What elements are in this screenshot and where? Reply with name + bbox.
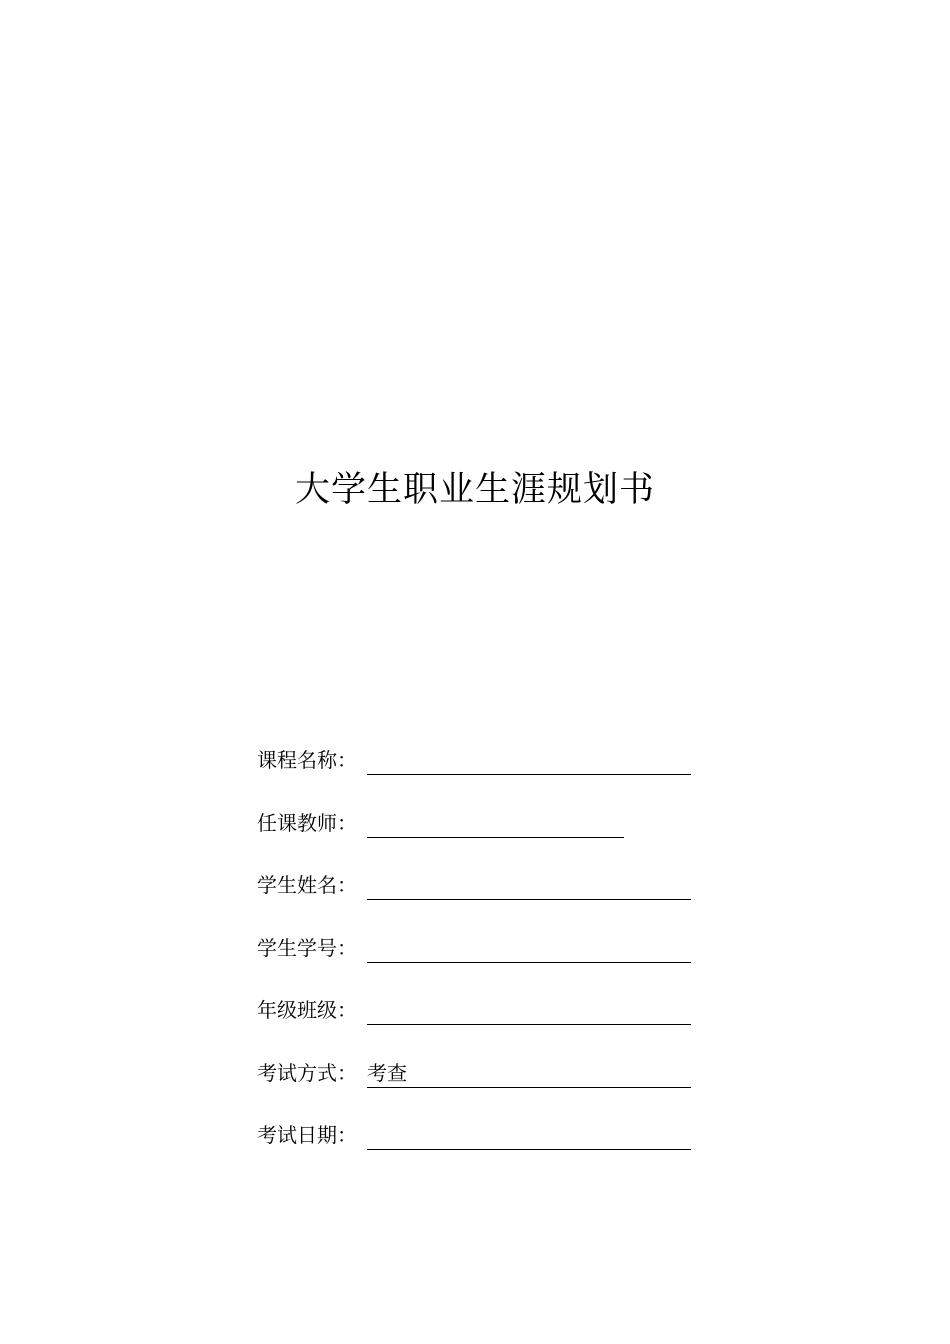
page-title: 大学生职业生涯规划书 [294,470,655,510]
grade-class-field[interactable] [367,995,691,1025]
student-id-row [257,926,707,989]
student-name-field[interactable] [367,870,691,900]
course-name-label: 课程名称： [257,748,357,772]
student-id-field[interactable] [367,933,691,963]
student-name-label: 学生姓名： [257,873,357,897]
grade-class-label: 年级班级： [257,998,357,1022]
exam-date-row [257,1113,707,1176]
instructor-row [257,801,707,864]
exam-method-value: 考查 [367,1060,407,1085]
course-name-field[interactable] [367,745,691,775]
exam-method-label: 考试方式： [257,1060,357,1085]
instructor-field[interactable] [367,808,624,838]
course-name-row [257,738,707,801]
exam-method-row [257,1051,707,1114]
grade-class-row [257,988,707,1051]
exam-date-label: 考试日期： [257,1123,357,1147]
cover-form [257,738,707,1176]
instructor-label: 任课教师： [257,810,357,835]
student-id-label: 学生学号： [257,935,357,960]
exam-date-field[interactable] [367,1120,691,1150]
exam-method-field[interactable] [367,1058,691,1088]
student-name-row [257,863,707,926]
